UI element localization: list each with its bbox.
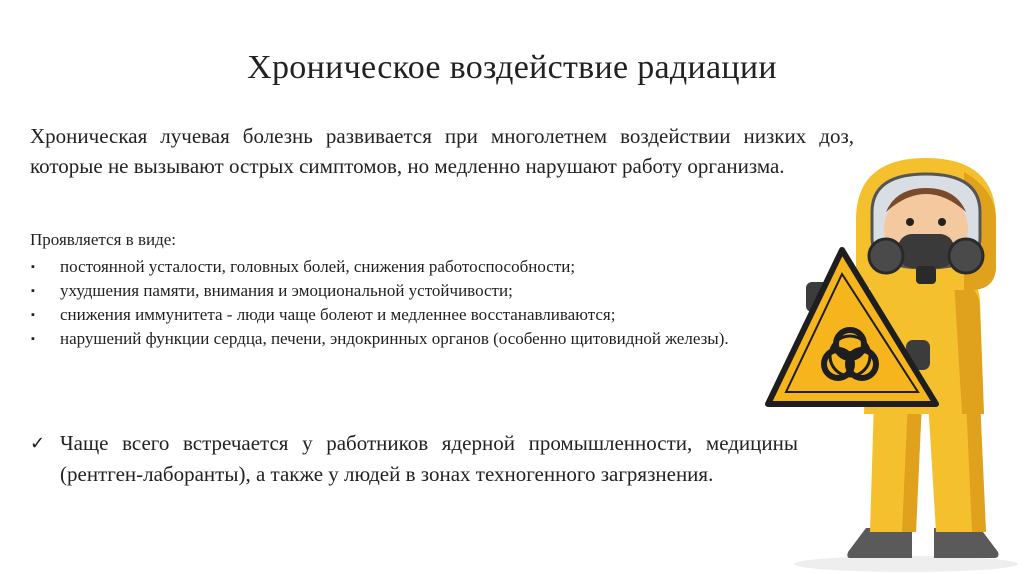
bullet-icon: ▪ <box>31 309 35 321</box>
symptoms-lead: Проявляется в виде: <box>30 230 176 249</box>
conclusion-text: Чаще всего встречается у работников ядерной промышленности, медицины (рентген-лаборанты), а также у людей в зонах техногенного загрязнения. <box>60 431 798 486</box>
bullet-icon: ▪ <box>31 333 35 345</box>
hazmat-worker-illustration <box>758 150 1024 574</box>
list-item <box>30 303 762 327</box>
list-item <box>30 279 762 303</box>
symptoms-list <box>30 255 762 351</box>
list-item <box>30 255 762 279</box>
list-item-text: нарушений функции сердца, печени, эндокринных органов (особенно щитовидной железы). <box>60 329 729 348</box>
bullet-icon: ▪ <box>31 261 35 273</box>
checkmark-icon: ✓ <box>30 433 46 454</box>
list-item-text: снижения иммунитета - люди чаще болеют и медленнее восстанавливаются; <box>60 305 616 324</box>
slide-title: Хроническое воздействие радиации <box>247 48 777 86</box>
list-item-text: постоянной усталости, головных болей, снижения работоспособности; <box>60 257 576 276</box>
conclusion <box>30 428 798 490</box>
bullet-icon: ▪ <box>31 285 35 297</box>
intro-paragraph: Хроническая лучевая болезнь развивается при многолетнем воздействии низких доз, которые не вызывают острых симптомов, но медленно нарушают работу организма. <box>30 124 854 178</box>
list-item-text: ухудшения памяти, внимания и эмоциональной устойчивости; <box>60 281 513 300</box>
list-item <box>30 327 762 351</box>
